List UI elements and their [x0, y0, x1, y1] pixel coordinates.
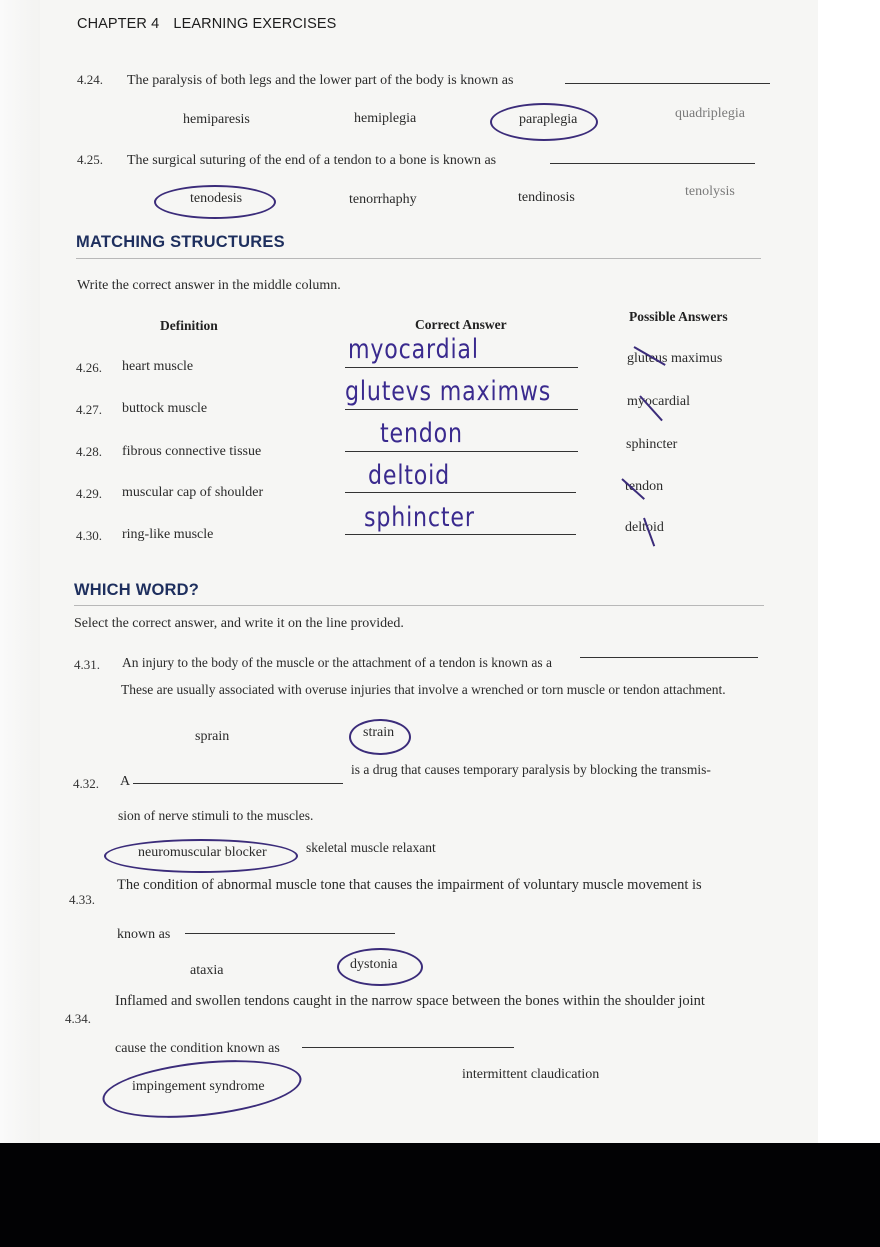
option-dystonia[interactable]: dystonia: [350, 957, 398, 972]
section-heading-matching: MATCHING STRUCTURES: [76, 233, 285, 251]
possible-answer: myocardial: [627, 394, 690, 409]
question-number: 4.34.: [65, 1011, 91, 1026]
option-intermittent-claudication[interactable]: intermittent claudication: [462, 1067, 600, 1082]
matching-instruction: Write the correct answer in the middle column.: [77, 278, 341, 293]
question-text-continued: These are usually associated with overuse injuries that involve a wrenched or torn muscle or tendon attachment.: [121, 682, 726, 697]
row-number: 4.27.: [76, 402, 102, 417]
row-definition: muscular cap of shoulder: [122, 485, 264, 500]
answer-blank: [345, 492, 576, 493]
option-tenolysis[interactable]: tenolysis: [685, 184, 735, 199]
question-text: An injury to the body of the muscle or the attachment of a tendon is known as a: [122, 655, 553, 670]
question-number: 4.25.: [77, 152, 103, 167]
option-quadriplegia[interactable]: quadriplegia: [675, 106, 745, 121]
answer-circle: [337, 948, 423, 986]
answer-blank: [345, 409, 578, 410]
question-prefix: A: [120, 774, 131, 789]
which-word-instruction: Select the correct answer, and write it on the line provided.: [74, 616, 404, 631]
question-text-continued: cause the condition known as: [115, 1041, 280, 1056]
option-strain[interactable]: strain: [363, 725, 395, 740]
option-tendinosis[interactable]: tendinosis: [518, 190, 575, 205]
answer-circle: [100, 1052, 305, 1127]
answer-blank[interactable]: [580, 657, 758, 658]
answer-blank[interactable]: [185, 933, 395, 934]
answer-blank: [345, 367, 578, 368]
option-neuromuscular-blocker[interactable]: neuromuscular blocker: [138, 845, 267, 860]
column-header-possible-answers: Possible Answers: [629, 309, 728, 324]
option-hemiparesis[interactable]: hemiparesis: [183, 112, 250, 127]
option-ataxia[interactable]: ataxia: [190, 963, 224, 978]
section-heading-which-word: WHICH WORD?: [74, 581, 200, 599]
question-text-continued: sion of nerve stimuli to the muscles.: [118, 808, 314, 823]
question-text-continued: known as: [117, 927, 171, 942]
option-impingement-syndrome[interactable]: impingement syndrome: [132, 1079, 265, 1094]
handwritten-answer[interactable]: sphincter: [364, 502, 475, 533]
answer-blank: [345, 534, 576, 535]
row-definition: fibrous connective tissue: [122, 444, 262, 459]
scan-border: [0, 1143, 880, 1247]
row-number: 4.26.: [76, 360, 102, 375]
possible-answer: sphincter: [626, 437, 678, 452]
question-text: The surgical suturing of the end of a tendon to a bone is known as: [127, 153, 497, 168]
question-number: 4.32.: [73, 776, 99, 791]
handwritten-answer[interactable]: glutevs maximws: [345, 376, 552, 407]
option-tenorrhaphy[interactable]: tenorrhaphy: [349, 192, 417, 207]
option-sprain[interactable]: sprain: [195, 729, 230, 744]
column-header-correct-answer: Correct Answer: [415, 317, 507, 332]
page-margin: [818, 0, 880, 1143]
option-skeletal-muscle-relaxant[interactable]: skeletal muscle relaxant: [306, 840, 436, 855]
question-number: 4.31.: [74, 657, 100, 672]
answer-circle: [349, 719, 411, 755]
handwritten-answer[interactable]: myocardial: [348, 334, 479, 365]
section-divider: [76, 258, 761, 259]
chapter-header: [77, 16, 336, 32]
option-tenodesis[interactable]: tenodesis: [190, 191, 243, 206]
answer-circle: [154, 185, 276, 219]
answer-circle: [104, 839, 298, 873]
option-paraplegia[interactable]: paraplegia: [519, 112, 578, 127]
handwritten-answer[interactable]: deltoid: [368, 460, 450, 491]
chapter-number: CHAPTER 4: [77, 16, 160, 32]
handwritten-answer[interactable]: tendon: [380, 418, 463, 449]
row-definition: buttock muscle: [122, 401, 208, 416]
row-definition: ring-like muscle: [122, 527, 214, 542]
possible-answer: tendon: [625, 479, 664, 494]
possible-answer: gluteus maximus: [627, 351, 723, 366]
answer-blank[interactable]: [302, 1047, 514, 1048]
chapter-title: LEARNING EXERCISES: [173, 16, 337, 32]
option-hemiplegia[interactable]: hemiplegia: [354, 111, 417, 126]
answer-blank[interactable]: [565, 83, 770, 84]
answer-blank[interactable]: [133, 783, 343, 784]
column-header-definition: Definition: [160, 318, 218, 333]
question-text: The paralysis of both legs and the lower part of the body is known as: [127, 73, 514, 88]
row-definition: heart muscle: [122, 359, 194, 374]
answer-blank: [345, 451, 578, 452]
question-text: is a drug that causes temporary paralysis by blocking the transmis-: [351, 762, 711, 777]
section-divider: [74, 605, 764, 606]
row-number: 4.28.: [76, 444, 102, 459]
question-number: 4.33.: [69, 892, 95, 907]
question-text: The condition of abnormal muscle tone that causes the impairment of voluntary muscle movement is: [117, 877, 702, 893]
row-number: 4.30.: [76, 528, 102, 543]
question-number: 4.24.: [77, 72, 103, 87]
possible-answer: deltoid: [625, 520, 664, 535]
question-text: Inflamed and swollen tendons caught in the narrow space between the bones within the shoulder joint: [115, 993, 705, 1009]
answer-circle: [490, 103, 598, 141]
answer-blank[interactable]: [550, 163, 755, 164]
row-number: 4.29.: [76, 486, 102, 501]
